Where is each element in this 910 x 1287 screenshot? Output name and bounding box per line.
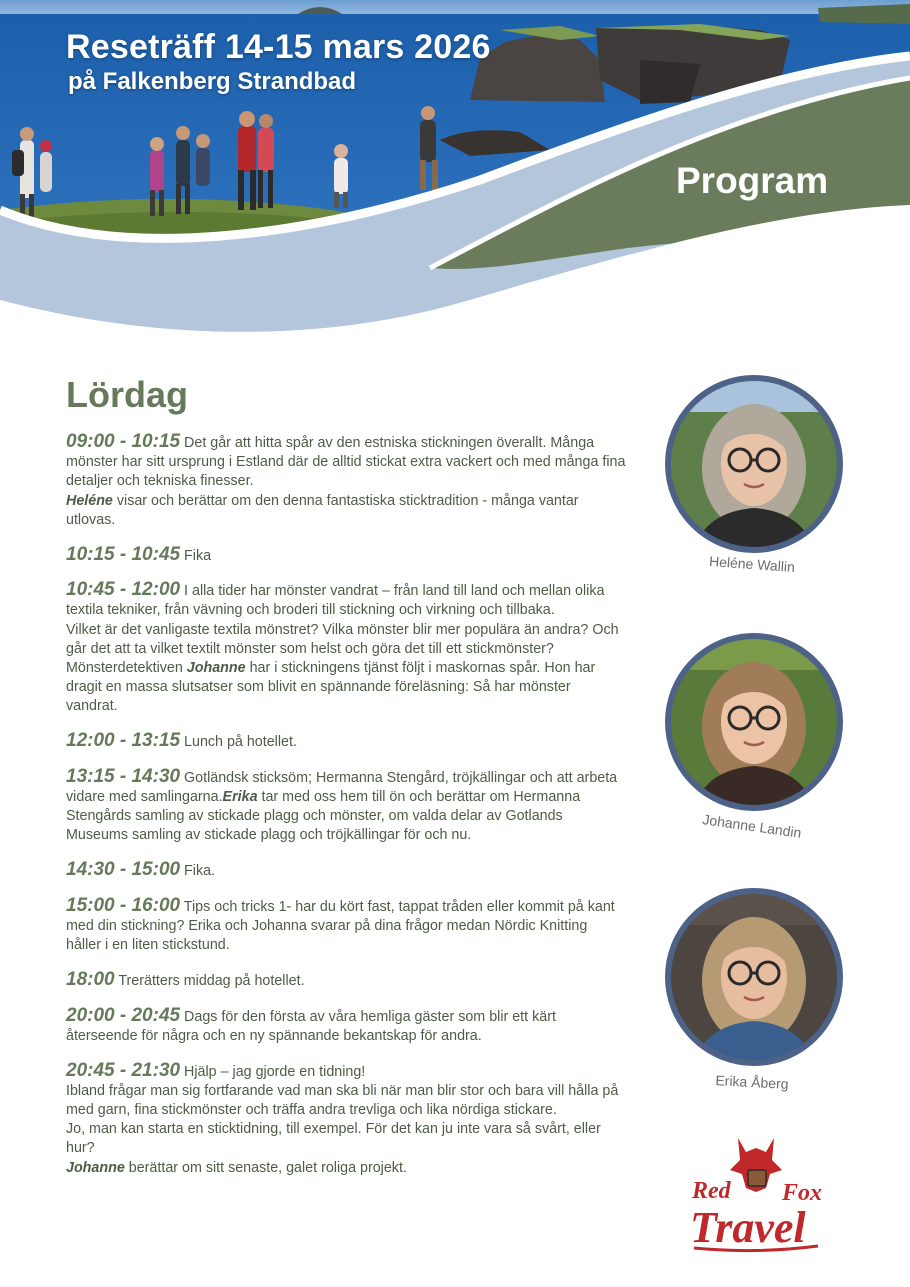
schedule-paragraph [66, 860, 626, 881]
day-heading: Lördag [66, 374, 188, 415]
time-slot: 14:30 - 15:00 [66, 859, 181, 881]
schedule-paragraph [66, 1006, 626, 1046]
schedule-paragraph [66, 731, 626, 752]
description-text: Jo, man kan starta en sticktidning, till exempel. För det kan ju inte vara så svårt, eller hur? [66, 1121, 601, 1157]
speaker-name: Heléne [66, 492, 113, 509]
logo-text-red: Red [692, 1178, 731, 1204]
description-text: Det går att hitta spår av den estniska stickningen överallt. Många mönster har sitt ursprung i Estland där de alltid stickat extra vackert och med många fina detaljer och tekniska finesser. [66, 435, 626, 490]
time-slot: 20:45 - 21:30 [66, 1059, 181, 1081]
description-text: Ibland frågar man sig fortfarande vad man ska bli när man blir stor och bara vill hålla på med garn, fina stickmönster och träffa andra trevliga och lika nördiga stickare. [66, 1082, 619, 1118]
description-text: Fika. [180, 863, 216, 880]
schedule-paragraph [66, 492, 626, 530]
schedule-paragraph [66, 432, 626, 492]
schedule-paragraph [66, 1159, 626, 1178]
description-text: Dags för den första av våra hemliga gäster som blir ett kärt återseende för några och en ny spännande bekantskap för andra. [66, 1008, 556, 1044]
logo-text-travel: Travel [690, 1203, 806, 1252]
schedule-item [66, 767, 626, 846]
schedule-paragraph [66, 1120, 626, 1158]
schedule-paragraph [66, 767, 626, 846]
event-title: Reseträff 14-15 mars 2026 [66, 28, 491, 66]
speaker-caption: Heléne Wallin [708, 553, 796, 575]
time-slot: 09:00 - 10:15 [66, 431, 181, 452]
schedule-paragraph [66, 970, 626, 991]
speaker-name: Johanne [186, 660, 246, 677]
header-banner [0, 0, 910, 360]
schedule-item [66, 1006, 626, 1046]
description-text: Tips och tricks 1- har du kört fast, tappat tråden eller kommit på kant med din stickning? Erika och Johanna svarar på dina frågor medan Nördic Knitting håller i en liten stickstund. [66, 898, 615, 954]
description-text: tar med oss hem till ön och berättar om Hermanna Stengårds samling av stickade plagg och mönster, om valda delar av Gotlands Museums samling av stickade plagg och tröjkällingar för och nu. [66, 789, 581, 844]
description-text: Vilket är det vanligaste textila mönstret? Vilka mönster blir mer populära än andra? Och går det att ta vilket textilt mönster som helst och göra det till ett stickmönster? [66, 621, 619, 657]
description-text: Lunch på hotellet. [180, 734, 297, 751]
schedule-paragraph [66, 1082, 626, 1120]
speaker-name: Johanne [66, 1159, 125, 1176]
schedule-item [66, 545, 626, 566]
schedule-item [66, 1061, 626, 1178]
speaker-portrait-helene [662, 372, 846, 556]
schedule-paragraph [66, 1061, 626, 1082]
schedule-item [66, 860, 626, 881]
time-slot: 15:00 - 16:00 [66, 894, 181, 916]
schedule-list [66, 432, 626, 1192]
speaker-portrait-johanne [662, 630, 846, 814]
schedule-paragraph [66, 896, 626, 956]
schedule-item [66, 731, 626, 752]
time-slot: 20:00 - 20:45 [66, 1004, 181, 1026]
time-slot: 10:15 - 10:45 [66, 543, 181, 565]
description-text: berättar om sitt senaste, galet roliga projekt. [124, 1159, 407, 1176]
description-text: har i stickningens tjänst följt i maskornas spår. Hon har dragit en massa slutsatser som blivit en spännande föreläsning: Så har mönster vandrat. [66, 660, 596, 715]
schedule-paragraph [66, 580, 626, 620]
description-text: Mönsterdetektiven [66, 660, 187, 677]
speaker-portrait-erika [662, 885, 846, 1069]
schedule-item [66, 432, 626, 530]
description-text: Gotländsk sticksöm; Hermanna Stengård, tröjkällingar och att arbeta vidare med samlingarna. [66, 769, 618, 806]
description-text: Trerätters middag på hotellet. [114, 972, 305, 989]
description-text: Fika [180, 547, 212, 564]
speaker-caption: Johanne Landin [701, 811, 803, 841]
schedule-paragraph [66, 659, 626, 717]
description-text: I alla tider har mönster vandrat – från land till land och mellan olika textila tekniker, från vävning och broderi till stickning och virkning och tillbaka. [66, 583, 605, 619]
time-slot: 18:00 [66, 968, 115, 990]
schedule-paragraph [66, 545, 626, 566]
program-label: Program [676, 160, 829, 201]
logo-text-fox: Fox [782, 1180, 823, 1206]
red-fox-travel-logo [686, 1130, 826, 1255]
time-slot: 13:15 - 14:30 [66, 765, 181, 787]
speaker-caption: Erika Åberg [715, 1072, 789, 1092]
schedule-item [66, 970, 626, 991]
schedule-paragraph [66, 621, 626, 659]
speaker-name: Erika [222, 789, 258, 806]
description-text: Hjälp – jag gjorde en tidning! [180, 1063, 366, 1080]
schedule-item [66, 580, 626, 716]
schedule-item [66, 896, 626, 956]
time-slot: 12:00 - 13:15 [66, 730, 181, 752]
description-text: visar och berättar om den denna fantastiska sticktradition - många vantar utlovas. [66, 492, 579, 528]
event-location: på Falkenberg Strandbad [68, 68, 357, 95]
time-slot: 10:45 - 12:00 [66, 579, 181, 601]
